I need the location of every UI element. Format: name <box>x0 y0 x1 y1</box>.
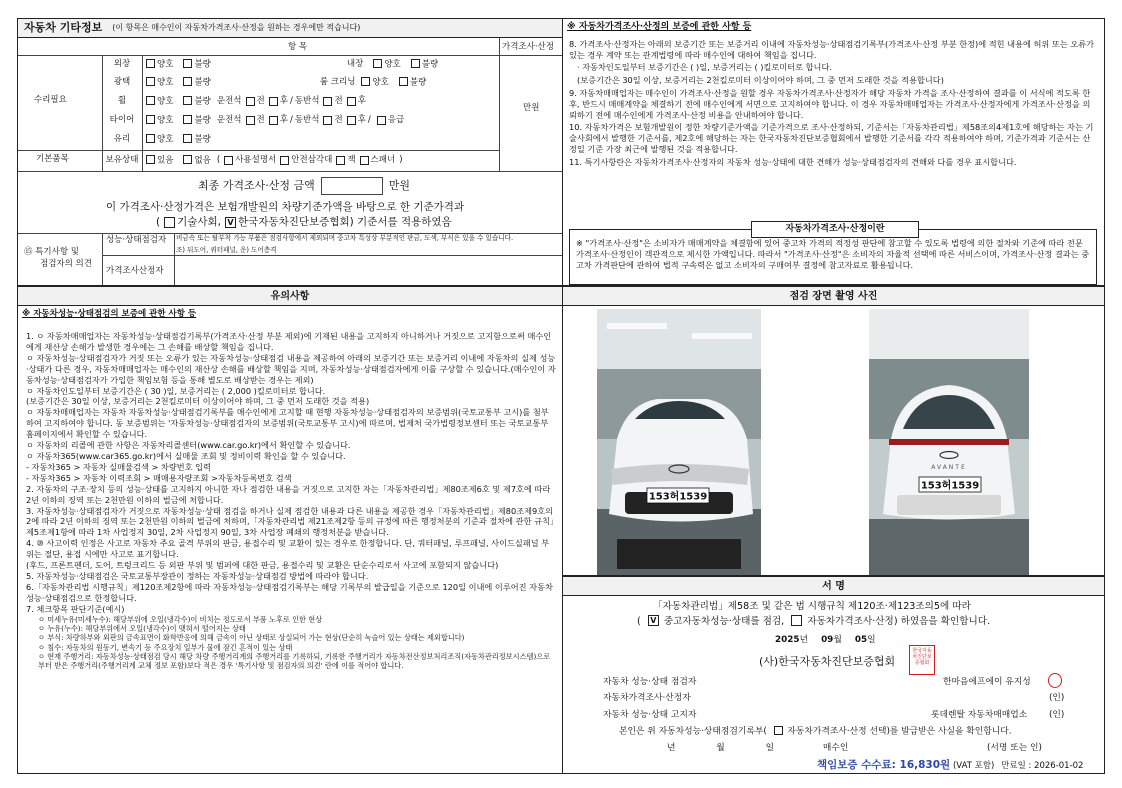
notes-panel <box>17 286 563 774</box>
photo-panel <box>562 286 1105 576</box>
basis-line-2 <box>156 216 452 230</box>
guarantee-item-8-period: · 자동차인도일부터 보증기간은 ( )일, 보증거리는 ( )킬로미터로 합니다. <box>577 62 832 73</box>
tire-passenger-label: 동반석 <box>294 115 320 126</box>
price-definition-title: 자동차가격조사·산정이란 <box>751 221 919 238</box>
photo-title: 점검 장면 촬영 사진 <box>789 290 878 302</box>
tire-driver-label: 운전석 <box>216 115 242 126</box>
tech-society-label: 기술사회, <box>177 216 222 228</box>
buyer-price-checkbox[interactable] <box>774 726 783 735</box>
guarantee-item-10: 10. 자동차가격은 보험개발원이 정한 차량기준가액을 기준가격으로 조사·산정하되, 기준서는「자동차관리법」제58조의4제1호에 해당하는 자는 기술사회에서 발행한 기준서를, 제2호에 해당하는 자는 한국자동차진단보증협회에서 발행한 기준서를 각각 적용하여야 하며, 기준가격과 기준서는 산정일 기준 가장 최근에 발행된 것을 적용합니다. <box>569 122 1094 155</box>
note-item: 6.「자동차관리법 시행규칙」제120조제2항에 따라 자동차성능·상태점검기록부는 해당 기록부의 발급일을 기준으로 120일 이내에 이루어진 자동차 성능·상태점검으로 한정합니다. <box>26 581 553 603</box>
basic-items-close-paren: ) <box>399 154 403 165</box>
perf-inspector-note: 비금속 또는 탈부착 가능 부품은 점검사항에서 제외되며 중고차 특성상 부분적인 판금, 도색, 부식은 있을 수 있습니다. <box>176 234 514 242</box>
wheel-passenger-front-label: 전 <box>334 96 343 107</box>
wheel-bad-checkbox[interactable] <box>183 96 192 105</box>
special-label-2: 점검자의 의견 <box>40 259 92 269</box>
panel-header <box>18 19 562 38</box>
basic-have-checkbox[interactable] <box>146 155 155 164</box>
check-line <box>637 615 990 628</box>
basic-items-label: 기본품목 <box>36 154 69 164</box>
price-inspector-sign-label: 자동차가격조사·산정자 <box>603 693 691 703</box>
signature-panel <box>562 576 1105 774</box>
guarantee-item-8-note: (보증기간은 30일 이상, 보증거리는 2천킬로미터 이상이어야 하며, 그 중 먼저 도래한 것을 적용합니다) <box>577 75 944 86</box>
final-price-input[interactable] <box>321 177 383 195</box>
price-unit: 만원 <box>523 103 540 113</box>
front-plate-text: 153허1539 <box>648 491 708 503</box>
basis-open-paren: ( <box>156 216 161 228</box>
price-guarantee-panel <box>562 18 1105 286</box>
note-item: ㅇ 자동차365(www.car365.go.kr)에서 실매물 조회 및 정비이력 확인을 할 수 있습니다. <box>26 450 346 461</box>
tire-emergency-label: 응급 <box>387 115 405 126</box>
guarantee-item-9: 9. 자동차매매업자는 매수인이 가격조사·산정을 원할 경우 자동차가격조사·산정자가 해당 자동차 가격을 조사·산정하여 결과를 이 서식에 적도록 한 후, 반드시 매매계약을 체결하기 전에 매수인에게 서면으로 고지하여야 합니다. 이 경우 자동차매매업자는 가격조사·산정자에게 가격조사·산정을 의뢰하기 전에 매수인에게 가격조사·산정 비용을 안내하여야 합니다. <box>569 88 1091 120</box>
note-item: - 자동차365 > 자동차 실매물검색 > 차량번호 입력 <box>26 461 211 472</box>
price-checkbox[interactable] <box>791 615 802 626</box>
wheel-label: 휠 <box>117 96 127 107</box>
spanner-label: 스패너 <box>370 154 396 165</box>
notes-subtitle: ※ 자동차성능·상태점검의 보증에 관한 사항 등 <box>22 309 197 319</box>
tire-bad-label: 불량 <box>194 115 211 126</box>
glass-label: 유리 <box>113 134 131 145</box>
gloss-label: 광택 <box>113 77 131 88</box>
note-item: ㅇ 자동차성능·상태점검자가 거짓 또는 오류가 있는 자동차성능·상태점검 내용을 제공하여 아래의 보증기간 또는 보증거리 이내에 자동차의 실제 성능·상태가 다른 경우, 자동차매매업자는 매수인의 재산상 손해를 배상할 책임을 지며, 자동차성능·상태점검자에게 이를 구상할 수 있습니다.(매수인이 자동차성능·상태점검자가 가입한 책임보험 등을 통해 별도로 배상받는 경우는 제외) <box>26 352 556 385</box>
wheel-driver-label: 운전석 <box>216 96 242 107</box>
price-definition-text: ※ "가격조사·산정"은 소비자가 매매계약을 체결함에 있어 중고차 가격의 적정성 판단에 참고할 수 있도록 법령에 의한 절차와 기준에 따라 전문 가격조사·산정인이 객관적으로 제시한 가액입니다. 따라서 "가격조사·산정"은 소비자의 자율적 선택에 따른 서비스이며, 가격조사·산정 결과는 중고차 가격판단에 관하여 법적 구속력은 없고 소비자의 구매여부 결정에 참고자료로 활용됩니다. <box>576 238 1090 270</box>
tire-driver-rear-checkbox[interactable] <box>269 116 278 125</box>
gloss-bad-label: 불량 <box>194 77 211 88</box>
note-item: ㅇ 자동차의 리콜에 관한 사항은 자동차리콜센터(www.car.go.kr)에서 확인할 수 있습니다. <box>26 440 351 451</box>
guarantee-item-8: 8. 가격조사·산정자는 아래의 보증기간 또는 보증거리 이내에 자동차성능·상태점검기록부(가격조사·산정 부분 한정)에 적힌 내용에 허위 또는 오류가 있는 경우 계약 또는 관계법령에 따라 매수인에 대하여 책임을 집니다. <box>569 38 1095 60</box>
special-label-1: ⑮ 특기사항 및 <box>24 247 79 257</box>
basic-have-label: 있음 <box>157 155 174 166</box>
repair-needed-label: 수리필요 <box>34 95 67 105</box>
wheel-passenger-label: 동반석 <box>294 96 320 107</box>
basic-none-checkbox[interactable] <box>183 155 192 164</box>
panel-note: (이 항목은 매수인이 자동차가격조사·산정을 원하는 경우에만 적습니다) <box>112 22 361 32</box>
expiry-date: 만료일 : 2026-01-02 <box>1001 761 1084 771</box>
tire-driver-front-checkbox[interactable] <box>246 116 255 125</box>
gloss-good-checkbox[interactable] <box>146 77 155 86</box>
inspector-name: 한마음에프에이 유지성 <box>943 677 1031 687</box>
col-item-header: 항 목 <box>288 42 308 52</box>
note-item: 5. 자동차성능·상태점검은 국토교통부장관이 정하는 자동차성능·상태점검 방법에 따라야 합니다. <box>26 570 369 581</box>
buyer-date-line <box>667 743 848 754</box>
glass-bad-checkbox[interactable] <box>183 134 192 143</box>
check-perf-label: 중고자동차성능·상태를 점검, <box>663 616 785 627</box>
criteria-item: ㅇ 부식: 차량하부와 외판의 금속표면이 화학반응에 의해 금속이 아닌 상태로 상실되어 가는 현상(단순히 녹슬어 있는 상태는 제외합니다) <box>38 633 465 643</box>
exterior-label: 외장 <box>113 59 131 70</box>
holding-label: 보유상태 <box>105 154 139 165</box>
interior-bad-checkbox[interactable] <box>411 59 420 68</box>
rear-plate-text: 153허1539 <box>920 480 980 492</box>
perf-inspector-label: 성능·상태점검자 <box>106 235 167 245</box>
final-price-unit: 만원 <box>388 178 411 192</box>
kaa-label: 한국자동차진단보증협회 <box>238 216 350 228</box>
room-cleaning-bad-label: 불량 <box>409 77 427 88</box>
note-item: ㅇ 자동차인도일부터 보증기간은 ( 30 )일, 보증거리는 ( 2,000 )킬로미터로 합니다. <box>26 385 326 396</box>
tire-good-checkbox[interactable] <box>146 115 155 124</box>
wheel-driver-rear-checkbox[interactable] <box>269 97 278 106</box>
signature-title: 서 명 <box>822 580 845 592</box>
association-seal <box>909 645 935 675</box>
notes-title: 유의사항 <box>270 290 310 302</box>
panel-title: 자동차 기타정보 <box>24 20 103 34</box>
association-seal-text: 한국자동차진단보증협회 <box>912 648 932 666</box>
notes-list <box>26 331 556 671</box>
criteria-item: ㅇ 침수: 자동차의 원동기, 변속기 등 주요장치 일부가 물에 잠긴 흔적이 있는 상태 <box>38 642 293 652</box>
tire-passenger-rear-checkbox[interactable] <box>347 116 356 125</box>
note-item: (후드, 프론트펜더, 도어, 트렁크리드 등 외판 부위 및 범퍼에 대한 판금, 용접수리 및 교환은 단순수리로서 사고에 포함되지 않습니다) <box>26 560 499 571</box>
rear-car-image <box>869 309 1029 575</box>
manual-label: 사용설명서 <box>235 154 277 165</box>
guarantee-item-11: 11. 특기사항란은 자동차가격조사·산정자의 자동차 성능·상태에 대한 견해가 성능·상태점검자의 견해와 다를 경우 표시합니다. <box>569 156 1017 167</box>
interior-good-checkbox[interactable] <box>373 59 382 68</box>
issue-month: 09 <box>821 635 834 645</box>
criteria-list <box>38 615 556 671</box>
price-guarantee-title: ※ 자동차가격조사·산정의 보증에 관한 사항 등 <box>567 22 752 32</box>
tire-passenger-front-checkbox[interactable] <box>323 116 332 125</box>
rear-photo <box>869 309 1029 575</box>
notifier-name: 롯데렌탈 자동차매매업소 <box>931 710 1028 720</box>
issue-month-unit: 월 <box>833 635 842 645</box>
row-tire: 타이어 양호 불량 운전석 전 후 / 동반석 전 후 / 응급 <box>102 113 404 129</box>
glass-good-checkbox[interactable] <box>146 134 155 143</box>
notifier-seal-mark: (인) <box>1049 710 1065 720</box>
note-item: - 자동차365 > 자동차 이력조회 > 매매용자량조회 >자동차등록번호 검색 <box>26 472 292 483</box>
room-cleaning-bad-checkbox[interactable] <box>399 77 408 86</box>
final-price-label: 최종 가격조사·산정 금액 <box>198 178 315 192</box>
row-exterior <box>102 57 444 73</box>
note-item: 1. ㅇ 자동차매매업자는 자동차성능·상태점검기록부(가격조사·산정 부분 제외)에 기재된 내용을 고지하지 아니하거나 거짓으로 고지함으로써 매수인에게 재산상 손해가 발생한 경우에는 그 손해를 배상할 책임을 집니다. <box>26 331 552 352</box>
buyer-date-month: 월 <box>716 743 725 753</box>
issue-year: 2025 <box>775 635 800 645</box>
final-price-row <box>198 175 410 197</box>
fee-line <box>817 759 1083 773</box>
glass-bad-label: 불량 <box>194 134 211 145</box>
wheel-passenger-rear-label: 후 <box>357 96 366 107</box>
issue-day: 05 <box>854 635 868 645</box>
col-price-header: 가격조사·산정 <box>502 42 554 52</box>
buyer-confirm-b: 자동차가격조사·산정 선택)를 발급받은 사실을 확인합니다. <box>787 726 1012 737</box>
room-cleaning-label: 룸 크리닝 <box>319 77 356 88</box>
perf-checkbox-checked[interactable]: V <box>648 615 659 626</box>
note-item: ㅇ 자동차매매업자는 자동차 자동차성능·상태점검기록부를 매수인에게 고지할 때 현행 자동차성능·상태점검자의 보증범위(국토교통부 고시)를 첨부하여 고지하여야 합니다. 동 보증범위는 '자동차성능·상태점검자의 보증범위(국토교통부 고시)에 따르며, 법제처 국가법령정보센터 또는 국토교통부 홈페이지에서 확인할 수 있습니다. <box>26 407 549 440</box>
law-line: 「자동차관리법」제58조 및 같은 법 시행규칙 제120조·제123조의5에 따라 <box>653 601 971 612</box>
gloss-bad-checkbox[interactable] <box>183 77 192 86</box>
triangle-checkbox[interactable] <box>280 156 289 165</box>
exterior-bad-checkbox[interactable] <box>183 59 192 68</box>
note-item: 4. ⑩ 사고이력 인정은 사고로 자동차 주요 골격 부위의 판금, 용접수리 및 교환이 있는 경우로 한정합니다. 단, 쿼터패널, 루프패널, 사이드실패널 부위는 절단, 용접 시에만 사고로 표기합니다. <box>26 538 550 560</box>
check-open-paren: ( <box>637 616 641 627</box>
tire-label: 타이어 <box>109 115 135 126</box>
kaa-checkbox-checked[interactable]: V <box>225 217 236 228</box>
wheel-driver-front-checkbox[interactable] <box>246 97 255 106</box>
wheel-good-label: 양호 <box>157 96 174 107</box>
wheel-bad-label: 불량 <box>194 96 211 107</box>
spanner-checkbox[interactable] <box>360 156 369 165</box>
room-cleaning-good-label: 양호 <box>372 77 389 88</box>
triangle-label: 안전삼각대 <box>291 154 333 165</box>
buyer-confirm-a: 본인은 위 자동차성능·상태점검기록부( <box>619 726 767 737</box>
gloss-good-label: 양호 <box>157 77 174 88</box>
tire-emergency-checkbox[interactable] <box>377 116 386 125</box>
tech-society-checkbox[interactable] <box>164 217 175 228</box>
inspector-seal <box>1048 673 1062 688</box>
basic-none-label: 없음 <box>194 155 211 166</box>
row-glass <box>102 132 217 148</box>
front-car-image <box>597 309 761 575</box>
basic-items-open-paren: ( <box>216 154 221 165</box>
exterior-good-label: 양호 <box>157 59 174 70</box>
wheel-good-checkbox[interactable] <box>146 96 155 105</box>
issue-year-unit: 년 <box>799 635 808 645</box>
check-price-label: 자동차가격조사·산정) 하였음을 확인합니다. <box>807 616 991 627</box>
vehicle-other-info-panel <box>17 18 563 286</box>
wheel-passenger-rear-checkbox[interactable] <box>347 97 356 106</box>
association-name: (사)한국자동차진단보증협회 <box>759 655 896 668</box>
notes-header <box>18 287 562 306</box>
wheel-driver-rear-label: 후 <box>279 96 288 107</box>
row-gloss <box>102 75 432 91</box>
note-item: 2. 자동차의 구조·장치 등의 성능·상태를 고지하지 아니한 자나 점검한 내용을 거짓으로 고지한 자는「자동차관리법」제80조제6호 및 제7호에 따라 2년 이하의 징역 또는 2천만원 이하의 벌금에 처합니다. <box>26 483 551 505</box>
glass-good-label: 양호 <box>157 134 174 145</box>
wheel-driver-front-label: 전 <box>256 96 265 107</box>
tire-passenger-front-label: 전 <box>334 115 343 126</box>
tire-driver-front-label: 전 <box>256 115 265 126</box>
basis-line-1: 이 가격조사·산정가격은 보험개발원의 차량기준가액을 바탕으로 한 기준가격과 <box>106 201 465 213</box>
row-basic-items <box>102 152 403 169</box>
criteria-item: ㅇ 미세누유(미세누수): 해당부위에 오일(냉각수)이 비치는 정도로서 부품 노후로 인한 현상 <box>38 614 323 624</box>
tire-good-label: 양호 <box>157 115 174 126</box>
fee-label: 책임보증 수수료: 16,830원 <box>817 759 951 771</box>
tire-driver-rear-label: 후 <box>279 115 288 126</box>
tire-bad-checkbox[interactable] <box>183 115 192 124</box>
signature-header <box>563 577 1104 596</box>
issue-day-unit: 일 <box>867 635 876 645</box>
basis-line-end: ) 기준서를 적용하였음 <box>349 216 452 228</box>
note-item: 7. 체크항목 판단기준(예시) <box>26 603 125 614</box>
jack-label: 잭 <box>347 154 356 165</box>
note-item: 3. 자동차성능·상태점검자가 거짓으로 자동차성능·상태 점검을 하거나 실제 점검한 내용과 다른 내용을 제공한 경우「자동차관리법」제80조제9호의2에 따라 2년 이하의 징역 또는 2천만원 이하의 벌금에 처하며,「자동차관리법 제21조제2항 등의 규정에 따른 행정처분의 기준과 절차에 관한 규칙」제5조제1항에 따라 1차 사업정지 30일, 2차 사업정지 90일, 3차 사업장 폐쇄의 행정처분을 받습니다. <box>26 505 554 538</box>
manual-checkbox[interactable] <box>224 156 233 165</box>
room-cleaning-good-checkbox[interactable] <box>361 77 370 86</box>
notifier-label: 자동차 성능·상태 고지자 <box>603 710 697 720</box>
sign-or-seal: (서명 또는 인) <box>987 743 1042 753</box>
buyer-confirm-line <box>619 726 1012 738</box>
rear-model-text: AVANTE <box>931 464 967 471</box>
photo-header <box>563 287 1104 306</box>
perf-inspector-note-2: 조) 뒤도어, 쿼터패널, 운) 도어층격 <box>176 246 277 254</box>
criteria-item: ㅇ 현재 주행거리: 자동차성능·상태점검 당시 해당 차량 주행거리계의 주행거리를 기록하되, 기록한 주행거리가 자동차전산정보처리조직(자동차관리정보시스템)으로부터 받은 주행거리(주행거리계 교체 정보 포함)보다 적은 경우 '특기사항 및 점검자의 의견' 란에 이를 적어야 합니다. <box>38 652 551 671</box>
buyer-date-day: 일 <box>765 743 775 753</box>
fee-vat: (VAT 포함) <box>952 761 995 771</box>
interior-good-label: 양호 <box>384 59 401 70</box>
interior-label: 내장 <box>346 59 364 70</box>
front-photo <box>597 309 761 575</box>
exterior-good-checkbox[interactable] <box>146 59 155 68</box>
buyer-date-year: 년 <box>667 743 676 753</box>
note-item: (보증기간은 30일 이상, 보증거리는 2천킬로미터 이상이어야 하며, 그 중 먼저 도래한 것을 적용) <box>26 396 370 407</box>
interior-bad-label: 불량 <box>421 59 439 70</box>
jack-checkbox[interactable] <box>336 156 345 165</box>
tire-passenger-rear-label: 후 <box>357 115 366 126</box>
price-inspector-label: 가격조사산정자 <box>106 266 164 276</box>
buyer-label: 매수인 <box>822 743 849 753</box>
row-wheel: 휠 양호 불량 운전석 전 후 / 동반석 전 후 <box>102 94 366 110</box>
wheel-passenger-front-checkbox[interactable] <box>323 97 332 106</box>
inspector-label: 자동차 성능·상태 점검자 <box>603 677 697 687</box>
exterior-bad-label: 불량 <box>194 59 211 70</box>
price-inspector-seal-mark: (인) <box>1049 693 1065 703</box>
issue-date <box>775 635 876 646</box>
criteria-item: ㅇ 누유(누수): 해당부위에서 오일(냉각수)이 맺혀서 떨어지는 상태 <box>38 623 246 633</box>
